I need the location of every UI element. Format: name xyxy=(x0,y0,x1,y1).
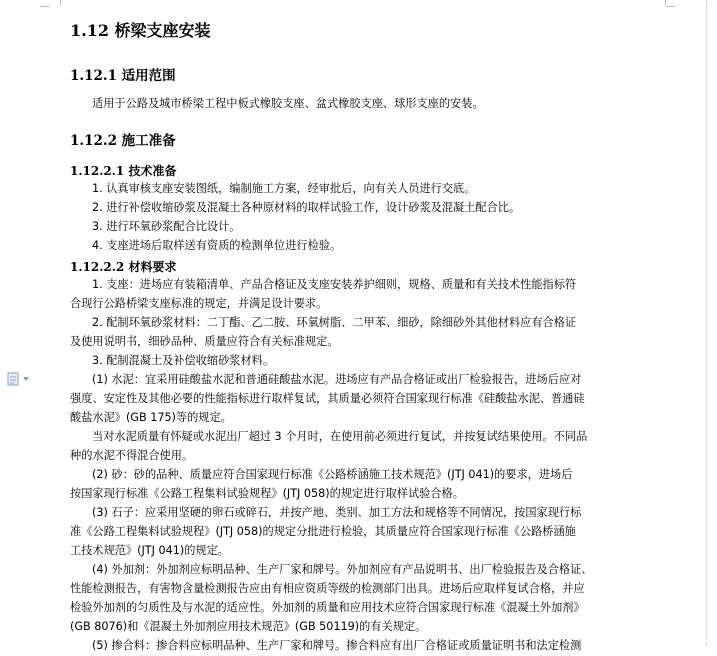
margin-mark-top-left xyxy=(50,0,61,6)
heading-scope: 1.12.1 适用范围 xyxy=(70,68,176,84)
material-line: 准《公路工程集料试验规程》(JTJ 058)的规定分批进行检验，其质量应符合国家现行标准《公路桥涵施 xyxy=(70,525,576,538)
material-line: (3) 石子：应采用坚硬的卵石或碎石，并按产地、类别、加工方法和规格等不同情况，按国家现行标 xyxy=(92,506,582,519)
material-line: 强度、安定性及其他必要的性能指标进行取样复试，其质量必须符合国家现行标准《硅酸盐水泥、普通硅 xyxy=(70,392,585,405)
material-line: (GB 8076)和《混凝土外加剂应用技术规范》(GB 50119)的有关规定。 xyxy=(70,620,427,633)
heading-main: 1.12 桥梁支座安装 xyxy=(70,21,211,40)
heading-tech-prep: 1.12.2.1 技术准备 xyxy=(70,164,177,178)
material-line: 按国家现行标准《公路工程集料试验规程》(JTJ 058)的规定进行取样试验合格。 xyxy=(70,487,464,500)
tech-item: 4. 支座进场后取样送有资质的检测单位进行检验。 xyxy=(92,239,342,252)
margin-mark-top-right-h xyxy=(666,6,676,7)
material-line: 3. 配制混凝土及补偿收缩砂浆材料。 xyxy=(92,354,275,367)
document-options-icon[interactable] xyxy=(7,371,33,385)
material-line: 种的水泥不得混合使用。 xyxy=(70,449,194,462)
material-line: 性能检测报告，有害物含量检测报告应由有相应资质等级的检测部门出具。进场后应取样复试合格，并应 xyxy=(70,582,585,595)
material-line: 1. 支座：进场应有装箱清单、产品合格证及支座安装养护细则，规格、质量和有关技术性能指标符 xyxy=(92,278,577,291)
material-line: (4) 外加剂：外加剂应标明品种、生产厂家和牌号。外加剂应有产品说明书、出厂检验报告及合格证、 xyxy=(92,563,593,576)
material-line: 及使用说明书，细砂品种、质量应符合有关标准规定。 xyxy=(70,335,339,348)
tech-item: 2. 进行补偿收缩砂浆及混凝土各种原材料的取样试验工作，设计砂浆及混凝土配合比。 xyxy=(92,201,521,214)
scope-text: 适用于公路及城市桥梁工程中板式橡胶支座、盆式橡胶支座、球形支座的安装。 xyxy=(92,97,484,110)
material-line: 当对水泥质量有怀疑或水泥出厂超过 3 个月时，在使用前必须进行复试，并按复试结果使用。不同品 xyxy=(92,430,588,443)
material-line: (2) 砂：砂的品种、质量应符合国家现行标准《公路桥涵施工技术规范》(JTJ 041)的要求，进场后 xyxy=(92,468,573,481)
material-line: (1) 水泥：宜采用硅酸盐水泥和普通硅酸盐水泥。进场应有产品合格证或出厂检验报告，进场后应对 xyxy=(92,373,582,386)
heading-material: 1.12.2.2 材料要求 xyxy=(70,260,177,274)
material-line: 酸盐水泥》(GB 175)等的规定。 xyxy=(70,411,232,424)
tech-item: 1. 认真审核支座安装图纸，编制施工方案，经审批后，向有关人员进行交底。 xyxy=(92,182,476,195)
material-line: 合现行公路桥梁支座标准的规定，并满足设计要求。 xyxy=(70,297,328,310)
heading-preparation: 1.12.2 施工准备 xyxy=(70,133,176,149)
material-line: 2. 配制环氧砂浆材料：二丁酯、乙二胺、环氧树脂、二甲苯、细砂，除细砂外其他材料应有合格证 xyxy=(92,316,577,329)
material-line: 工技术规范》(JTJ 041)的规定。 xyxy=(70,544,229,557)
page-edge-dots xyxy=(706,0,707,646)
material-line: (5) 掺合料：掺合料应标明品种、生产厂家和牌号。掺合料应有出厂合格证或质量证明书和法定检测 xyxy=(92,639,582,652)
tech-item: 3. 进行环氧砂浆配合比设计。 xyxy=(92,220,241,233)
margin-mark-top-left-h xyxy=(40,6,50,7)
material-line: 检验外加剂的匀质性及与水泥的适应性。外加剂的质量和应用技术应符合国家现行标准《混凝土外加剂》 xyxy=(70,601,585,614)
